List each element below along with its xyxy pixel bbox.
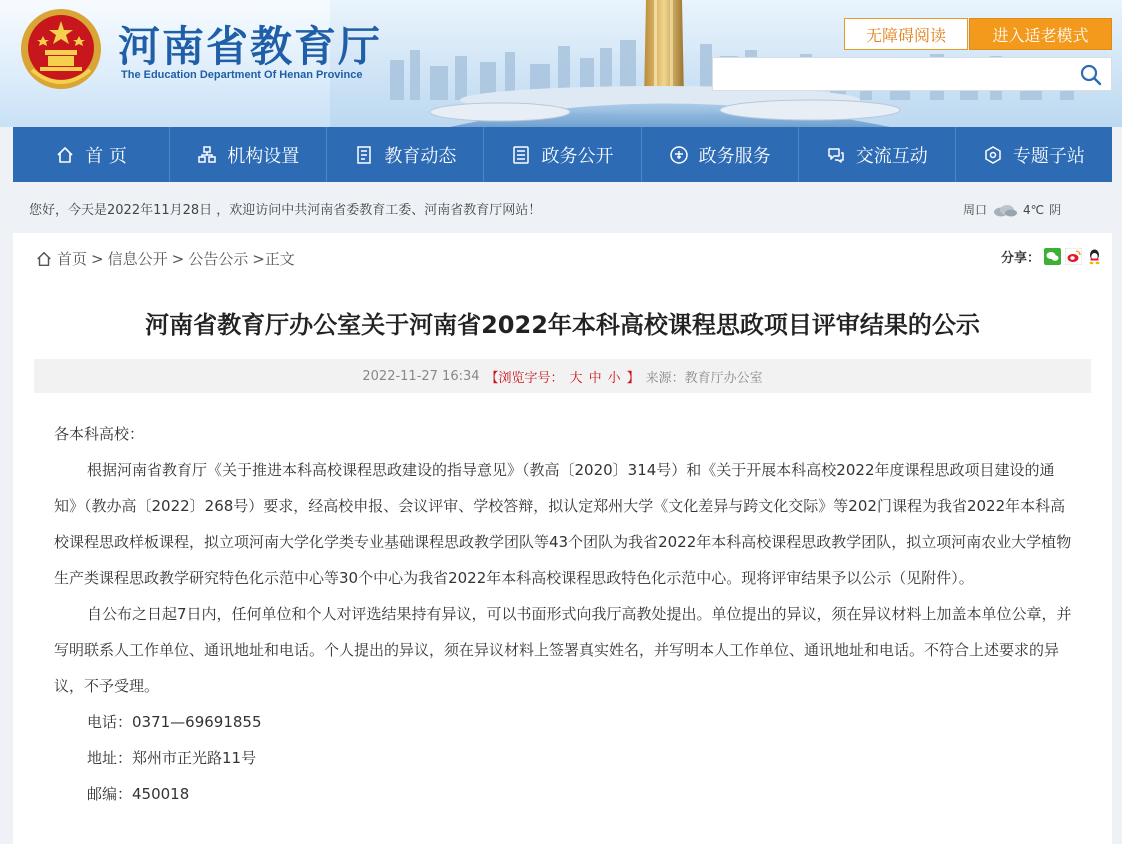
service-icon <box>669 145 689 165</box>
topic-icon <box>983 145 1003 165</box>
main-nav <box>13 127 1112 182</box>
nav-item-interact[interactable] <box>799 127 956 182</box>
font-size-large-button[interactable]: 大 <box>569 370 583 386</box>
weather-temp: 4℃ <box>1023 202 1045 217</box>
font-size-small-button[interactable]: 小 <box>607 370 621 386</box>
search-box <box>712 57 1112 91</box>
nav-item-label: 交流互动 <box>855 145 928 167</box>
breadcrumb-notice[interactable]: 公告公示 <box>188 250 249 268</box>
weibo-icon[interactable] <box>1065 248 1082 265</box>
org-icon <box>197 145 217 165</box>
news-icon <box>354 145 374 165</box>
search-input[interactable] <box>713 58 1063 90</box>
welcome-bar <box>13 182 1112 233</box>
weather-widget <box>963 201 1061 218</box>
article-source: 来源：教育厅办公室 <box>645 370 763 386</box>
nav-item-label: 政务公开 <box>541 145 614 167</box>
share-bar <box>1001 247 1103 266</box>
nav-item-gov-service[interactable] <box>642 127 799 182</box>
elder-mode-button[interactable]: 进入适老模式 <box>969 18 1112 50</box>
breadcrumb <box>35 248 295 269</box>
nav-item-topic[interactable] <box>956 127 1112 182</box>
gov-icon <box>511 145 531 165</box>
contact-address: 地址：郑州市正光路11号 <box>87 749 257 767</box>
nav-item-home[interactable] <box>13 127 170 182</box>
nav-item-news[interactable] <box>327 127 484 182</box>
font-size-prefix: 【浏览字号： <box>485 370 564 386</box>
article-body <box>54 416 1074 812</box>
contact-postcode: 邮编：450018 <box>87 785 190 803</box>
nav-item-label: 教育动态 <box>384 145 457 167</box>
qq-icon[interactable] <box>1086 248 1103 265</box>
font-size-suffix: 】 <box>626 370 640 386</box>
article-meta <box>34 359 1091 393</box>
article-card <box>13 233 1112 844</box>
search-icon[interactable] <box>1079 63 1103 87</box>
article-paragraph: 自公布之日起7日内，任何单位和个人对评选结果持有异议，可以书面形式向我厅高教处提出。单位提出的异议，须在异议材料上加盖本单位公章，并写明联系人工作单位、通讯地址和电话。个人提出的异议，须在异议材料上签署真实姓名，并写明本人工作单位、通讯地址和电话。不符合上述要求的异议，不予受理。 <box>54 605 1072 695</box>
breadcrumb-current: >正文 <box>252 250 295 268</box>
cloud-icon <box>992 203 1018 217</box>
breadcrumb-info-open[interactable]: 信息公开 <box>107 250 168 268</box>
contact-phone: 电话：0371—69691855 <box>87 713 262 731</box>
home-icon <box>55 145 75 165</box>
font-size-medium-button[interactable]: 中 <box>588 370 602 386</box>
breadcrumb-home[interactable]: 首页 <box>57 250 88 268</box>
article-greeting: 各本科高校： <box>54 425 145 443</box>
national-emblem-icon <box>18 6 104 92</box>
weather-city: 周口 <box>963 203 988 217</box>
site-title: 河南省教育厅 <box>118 22 383 71</box>
nav-item-gov-open[interactable] <box>484 127 641 182</box>
accessibility-reading-button[interactable]: 无障碍阅读 <box>844 18 968 50</box>
article-paragraph: 根据河南省教育厅《关于推进本科高校课程思政建设的指导意见》（教高〔2020〕314号）和《关于开展本科高校2022年度课程思政项目建设的通知》（教办高〔2022〕268号）要求，经高校申报、会议评审、学校答辩，拟认定郑州大学《文化差异与跨文化交际》等202门课程为我省2022年本科高校课程思政样板课程，拟立项河南大学化学类专业基础课程思政教学团队等43个团队为我省2022年本科高校课程思政教学团队，拟立项河南农业大学植物生产类课程思政教学研究特色化示范中心等30个中心为我省2022年本科高校课程思政特色化示范中心。现将评审结果予以公示（见附件）。 <box>54 461 1072 587</box>
site-header <box>0 0 1122 127</box>
publish-datetime: 2022-11-27 16:34 <box>362 368 480 384</box>
breadcrumb-separator: > <box>91 249 104 268</box>
share-label: 分享： <box>1001 251 1041 266</box>
home-icon <box>35 250 53 268</box>
nav-item-label: 专题子站 <box>1012 145 1085 167</box>
article-title: 河南省教育厅办公室关于河南省2022年本科高校课程思政项目评审结果的公示 <box>145 311 980 339</box>
nav-item-label: 机构设置 <box>227 145 300 167</box>
breadcrumb-separator: > <box>171 249 185 268</box>
interact-icon <box>826 145 846 165</box>
welcome-text: 您好，今天是2022年11月28日 ，欢迎访问中共河南省委教育工委、河南省教育厅网站！ <box>29 203 542 218</box>
weather-condition: 阴 <box>1049 203 1062 217</box>
nav-item-label: 首 页 <box>85 145 127 167</box>
nav-item-label: 政务服务 <box>698 145 771 167</box>
wechat-icon[interactable] <box>1044 248 1061 265</box>
nav-item-org[interactable] <box>170 127 327 182</box>
site-subtitle: The Education Department Of Henan Province <box>121 69 363 81</box>
